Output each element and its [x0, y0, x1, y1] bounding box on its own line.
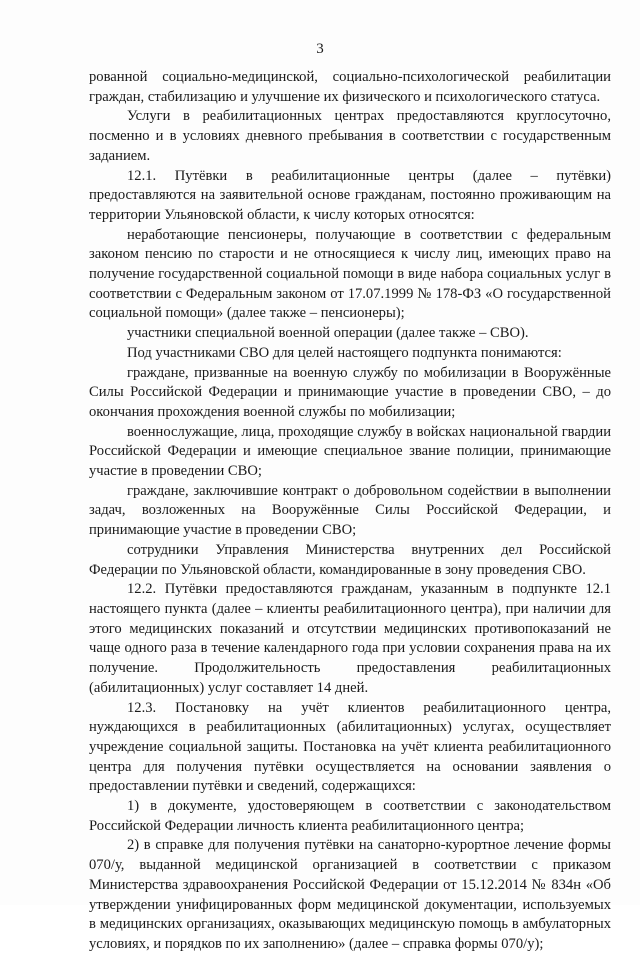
- list-item-2: 2) в справке для получения путёвки на санаторно-курортное лечение формы 070/у, выданной медицинской организацией в соответствии с приказом Министерства здравоохранения Российской Федерации от 15.12.2014 № 834н «Об утверждении унифицированных форм медицинской документации, используемых в медицинских организациях, оказывающих медицинскую помощь в амбулаторных условиях, и порядков по их заполнению» (далее – справка формы 070/у);: [89, 837, 611, 952]
- paragraph-continuation: рованной социально-медицинской, социально-психологической реабилитации граждан, стабилизацию и улучшение их физического и психологического статуса.: [89, 69, 611, 105]
- paragraph-12-2: 12.2. Путёвки предоставляются гражданам, указанным в подпункте 12.1 настоящего пункта (далее – клиенты реабилитационного центра), при наличии для этого медицинских показаний и отсутствии медицинских противопоказаний не чаще одного раза в течение календарного года при условии сохранения права на их получение. Продолжительность предоставления реабилитационных (абилитационных) услуг составляет 14 дней.: [89, 581, 611, 696]
- page-number: 3: [316, 41, 324, 57]
- paragraph: неработающие пенсионеры, получающие в соответствии с федеральным законом пенсию по старости и не относящиеся к числу лиц, имеющих право на получение государственной социальной помощи в виде набора социальных услуг в соответствии с Федеральным законом от 17.07.1999 № 178-ФЗ «О государственной социальной помощи» (далее также – пенсионеры);: [89, 226, 611, 322]
- list-item-1: 1) в документе, удостоверяющем в соответствии с законодательством Российской Федерации личность клиента реабилитационного центра;: [89, 798, 611, 834]
- paragraph-12-1: 12.1. Путёвки в реабилитационные центры (далее – путёвки) предоставляются на заявительной основе гражданам, постоянно проживающим на территории Ульяновской области, к числу которых относятся:: [89, 167, 611, 223]
- paragraph: граждане, призванные на военную службу по мобилизации в Вооружённые Силы Российской Федерации и принимающие участие в проведении СВО, – до окончания прохождения военной службы по мобилизации;: [89, 364, 611, 420]
- paragraph: сотрудники Управления Министерства внутренних дел Российской Федерации по Ульяновской области, командированные в зону проведения СВО.: [89, 541, 611, 578]
- paragraph: Услуги в реабилитационных центрах предоставляются круглосуточно, посменно и в условиях дневного пребывания в соответствии с государственным заданием.: [89, 108, 611, 164]
- paragraph-12-3: 12.3. Постановку на учёт клиентов реабилитационного центра, нуждающихся в реабилитационных (абилитационных) услугах, осуществляет учреждение социальной защиты. Постановка на учёт клиента реабилитационного центра для получения путёвки осуществляется на основании заявления о предоставлении путёвки и сведений, содержащихся:: [89, 699, 611, 795]
- paragraph: участники специальной военной операции (далее также – СВО).: [127, 325, 529, 342]
- document-body: [89, 68, 611, 955]
- paragraph: граждане, заключившие контракт о добровольном содействии в выполнении задач, возложенных на Вооружённые Силы Российской Федерации, и принимающие участие в проведении СВО;: [89, 482, 611, 539]
- paragraph: военнослужащие, лица, проходящие службу в войсках национальной гвардии Российской Федерации и имеющие специальное звание полиции, принимающие участие в проведении СВО;: [89, 423, 611, 480]
- paragraph: Под участниками СВО для целей настоящего подпункта понимаются:: [127, 344, 562, 361]
